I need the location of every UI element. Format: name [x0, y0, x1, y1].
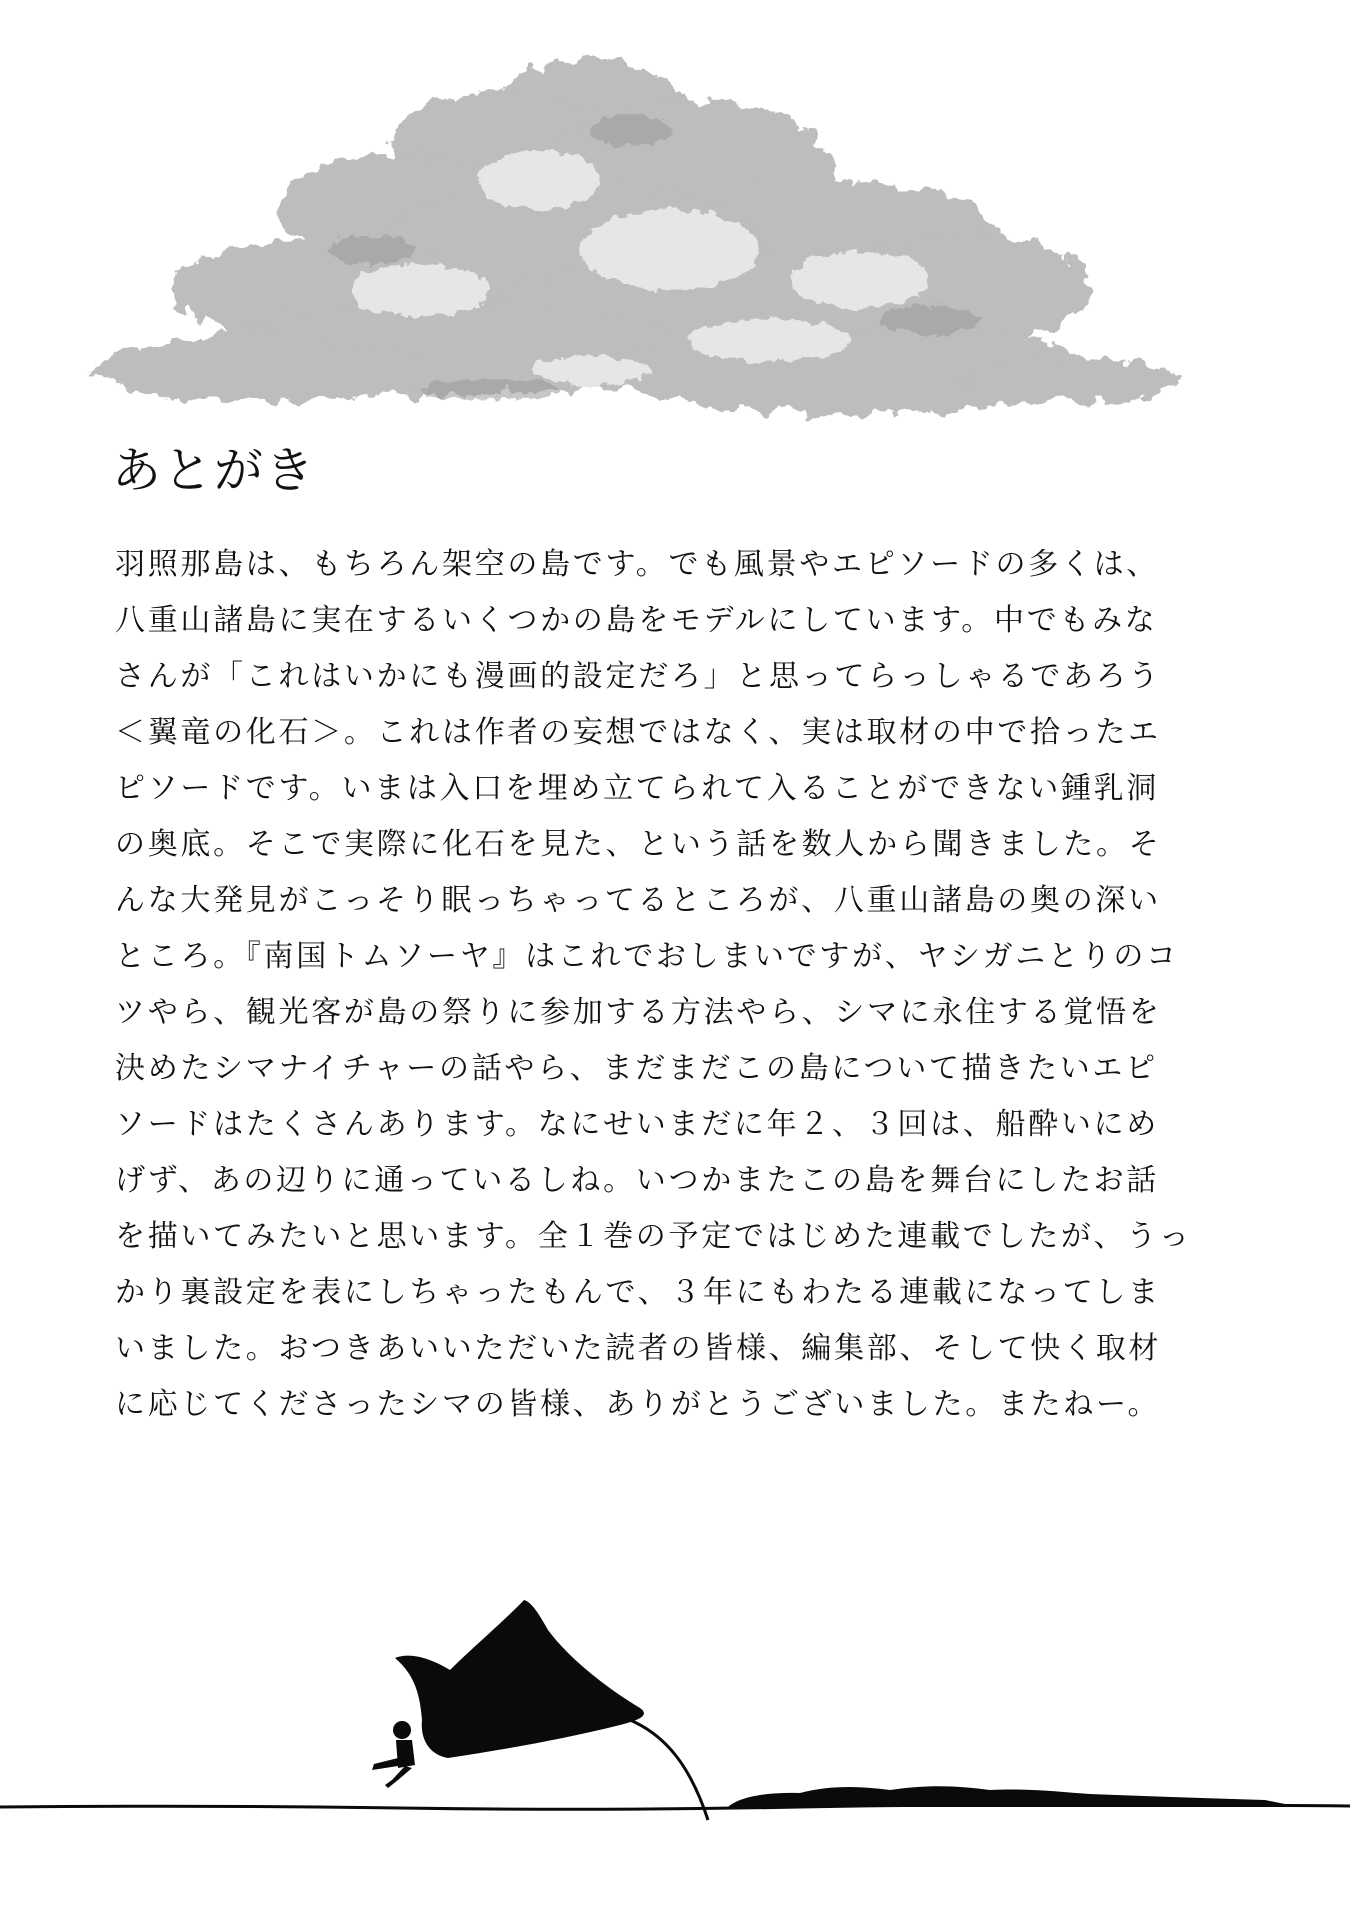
body-line: かり裏設定を表にしちゃったもんで、３年にもわたる連載になってしま [115, 1275, 1161, 1310]
afterword-body [115, 537, 1192, 1433]
body-line: 八重山諸島に実在するいくつかの島をモデルにしています。中でもみな [115, 603, 1158, 638]
body-line: ＜翼竜の化石＞。これは作者の妄想ではなく、実は取材の中で拾ったエ [115, 715, 1161, 750]
body-line: いました。おつきあいいただいた読者の皆様、編集部、そして快く取材 [115, 1331, 1162, 1366]
island-silhouette [728, 1786, 1300, 1807]
body-line: 決めたシマナイチャーの話やら、まだまだこの島について描きたいエピ [115, 1051, 1158, 1086]
manta-ray-island-illustration [0, 1580, 1350, 1840]
manta-ray-silhouette [395, 1600, 644, 1758]
body-line: ソードはたくさんあります。なにせいまだに年２、３回は、船酔いにめ [115, 1107, 1159, 1142]
body-line: 羽照那島は、もちろん架空の島です。でも風景やエピソードの多くは、 [115, 547, 1159, 582]
body-line: の奥底。そこで実際に化石を見た、という話を数人から聞きました。そ [115, 827, 1162, 862]
page-title: あとがき [112, 442, 317, 499]
body-line: ピソードです。いまは入口を埋め立てられて入ることができない鍾乳洞 [115, 771, 1159, 806]
child-silhouette [372, 1721, 415, 1788]
cloud-illustration [70, 40, 1190, 450]
body-line: ツやら、観光客が島の祭りに参加する方法やら、シマに永住する覚悟を [115, 995, 1162, 1030]
body-line: さんが「これはいかにも漫画的設定だろ」と思ってらっしゃるであろう [115, 659, 1162, 694]
body-line: に応じてくださったシマの皆様、ありがとうございました。またねー。 [115, 1387, 1161, 1422]
body-line: ところ。『南国トムソーヤ』はこれでおしまいですが、ヤシガニとりのコ [115, 939, 1179, 974]
body-line: んな大発見がこっそり眠っちゃってるところが、八重山諸島の奥の深い [115, 883, 1161, 918]
manta-tail [630, 1720, 708, 1820]
body-line: を描いてみたいと思います。全１巻の予定ではじめた連載でしたが、うっ [115, 1219, 1192, 1254]
body-line: げず、あの辺りに通っているしね。いつかまたこの島を舞台にしたお話 [115, 1163, 1159, 1198]
